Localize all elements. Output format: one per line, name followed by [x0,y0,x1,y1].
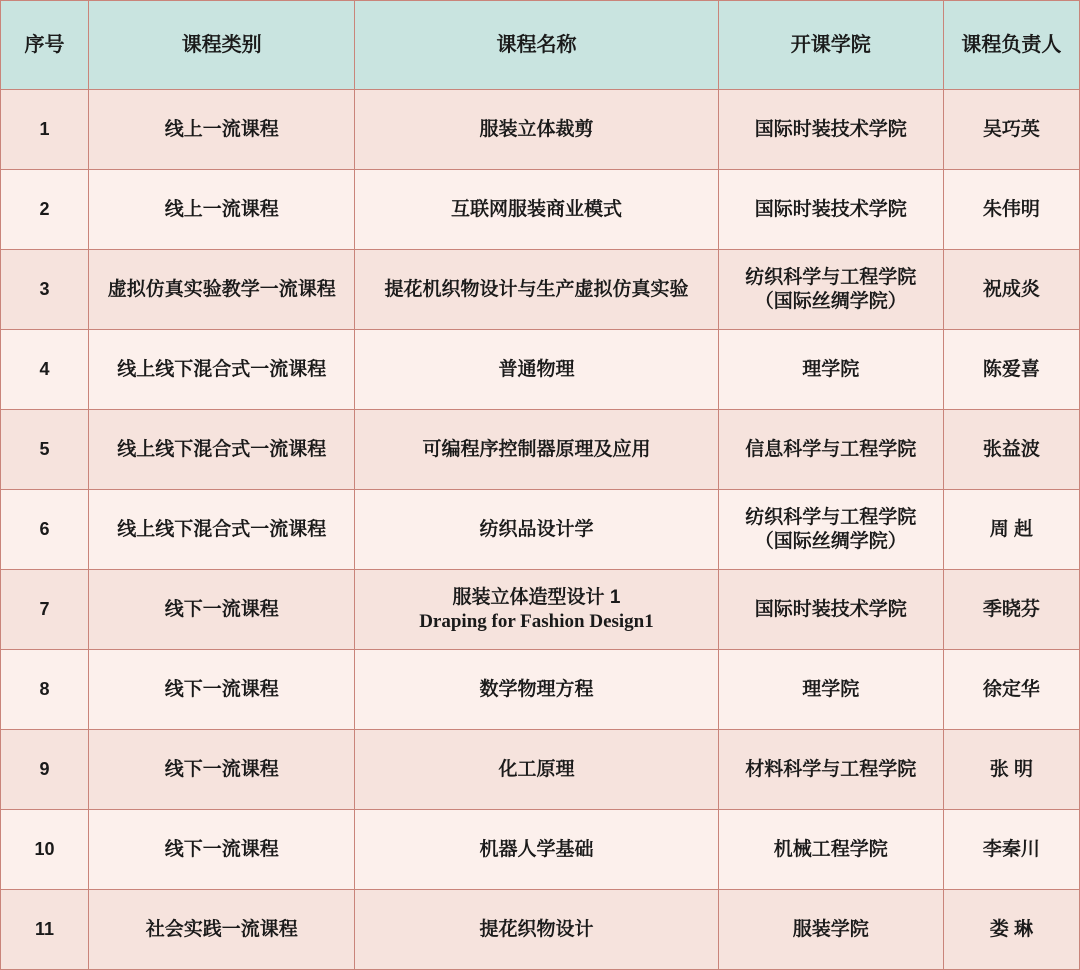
table-row [1,650,1080,730]
college-line-1: 服装学院 [792,918,869,940]
cell-category: 虚拟仿真实验教学一流课程 [89,250,355,330]
column-header-category: 课程类别 [89,1,355,90]
cell-college [718,890,943,970]
cell-no: 9 [1,730,89,810]
cell-leader: 张益波 [943,410,1079,490]
college-line-1: 纺织科学与工程学院 [745,266,917,288]
cell-course-name [355,170,718,250]
column-header-no: 序号 [1,1,89,90]
cell-course-name [355,90,718,170]
table-row [1,330,1080,410]
cell-college [718,410,943,490]
cell-leader: 吴巧英 [943,90,1079,170]
college-line-1: 国际时装技术学院 [754,118,907,140]
cell-category: 线上一流课程 [89,170,355,250]
table-body [1,90,1080,970]
cell-category: 线上线下混合式一流课程 [89,410,355,490]
cell-no: 3 [1,250,89,330]
cell-course-name [355,490,718,570]
cell-no: 6 [1,490,89,570]
college-line-1: 国际时装技术学院 [754,598,907,620]
cell-course-name [355,890,718,970]
cell-course-name [355,250,718,330]
cell-no: 8 [1,650,89,730]
cell-leader: 娄 琳 [943,890,1079,970]
course-name-cn: 普通物理 [498,358,575,380]
cell-college [718,90,943,170]
cell-college [718,170,943,250]
table-row [1,730,1080,810]
cell-category: 线上一流课程 [89,90,355,170]
table-row [1,170,1080,250]
course-name-cn: 互联网服装商业模式 [450,198,622,220]
cell-no: 1 [1,90,89,170]
cell-leader: 季晓芬 [943,570,1079,650]
course-name-cn: 化工原理 [498,758,575,780]
column-header-course-name: 课程名称 [355,1,718,90]
college-line-1: 理学院 [802,678,860,700]
cell-college [718,330,943,410]
cell-course-name [355,570,718,650]
cell-no: 2 [1,170,89,250]
cell-college [718,650,943,730]
cell-college [718,250,943,330]
cell-no: 4 [1,330,89,410]
cell-course-name [355,810,718,890]
table-row [1,250,1080,330]
cell-leader: 陈爱喜 [943,330,1079,410]
cell-no: 7 [1,570,89,650]
course-name-cn: 服装立体裁剪 [479,118,594,140]
cell-category: 线下一流课程 [89,570,355,650]
college-line-1: 材料科学与工程学院 [745,758,917,780]
table-row [1,810,1080,890]
cell-leader: 李秦川 [943,810,1079,890]
college-line-1: 国际时装技术学院 [754,198,907,220]
cell-college [718,730,943,810]
course-name-cn: 纺织品设计学 [479,518,594,540]
college-line-1: 信息科学与工程学院 [745,438,917,460]
table-row [1,410,1080,490]
cell-leader: 张 明 [943,730,1079,810]
cell-category: 线上线下混合式一流课程 [89,490,355,570]
course-name-cn: 机器人学基础 [479,838,594,860]
course-name-cn: 数学物理方程 [479,678,594,700]
cell-no: 10 [1,810,89,890]
table-row [1,890,1080,970]
course-name-cn: 提花织物设计 [479,918,594,940]
cell-category: 线下一流课程 [89,650,355,730]
course-name-cn: 服装立体造型设计 1 [452,586,621,608]
cell-leader: 朱伟明 [943,170,1079,250]
course-name-cn: 提花机织物设计与生产虚拟仿真实验 [384,278,689,300]
cell-no: 11 [1,890,89,970]
cell-category: 线下一流课程 [89,810,355,890]
college-line-1: 理学院 [802,358,860,380]
table-header-row [1,1,1080,90]
cell-course-name [355,330,718,410]
column-header-college: 开课学院 [718,1,943,90]
cell-course-name [355,410,718,490]
cell-college [718,570,943,650]
table-row [1,490,1080,570]
cell-course-name [355,650,718,730]
table-row [1,90,1080,170]
cell-college [718,810,943,890]
cell-leader: 周 赳 [943,490,1079,570]
cell-college [718,490,943,570]
cell-category: 线上线下混合式一流课程 [89,330,355,410]
course-name-cn: 可编程序控制器原理及应用 [422,438,651,460]
cell-leader: 祝成炎 [943,250,1079,330]
cell-no: 5 [1,410,89,490]
course-name-en: Draping for Fashion Design1 [419,610,654,632]
college-line-1: 纺织科学与工程学院 [745,506,917,528]
cell-category: 线下一流课程 [89,730,355,810]
cell-category: 社会实践一流课程 [89,890,355,970]
table-row [1,570,1080,650]
cell-leader: 徐定华 [943,650,1079,730]
college-line-1: 机械工程学院 [773,838,888,860]
cell-course-name [355,730,718,810]
table-header [1,1,1080,90]
college-line-2: （国际丝绸学院） [754,290,907,312]
column-header-leader: 课程负责人 [943,1,1079,90]
college-line-2: （国际丝绸学院） [754,530,907,552]
